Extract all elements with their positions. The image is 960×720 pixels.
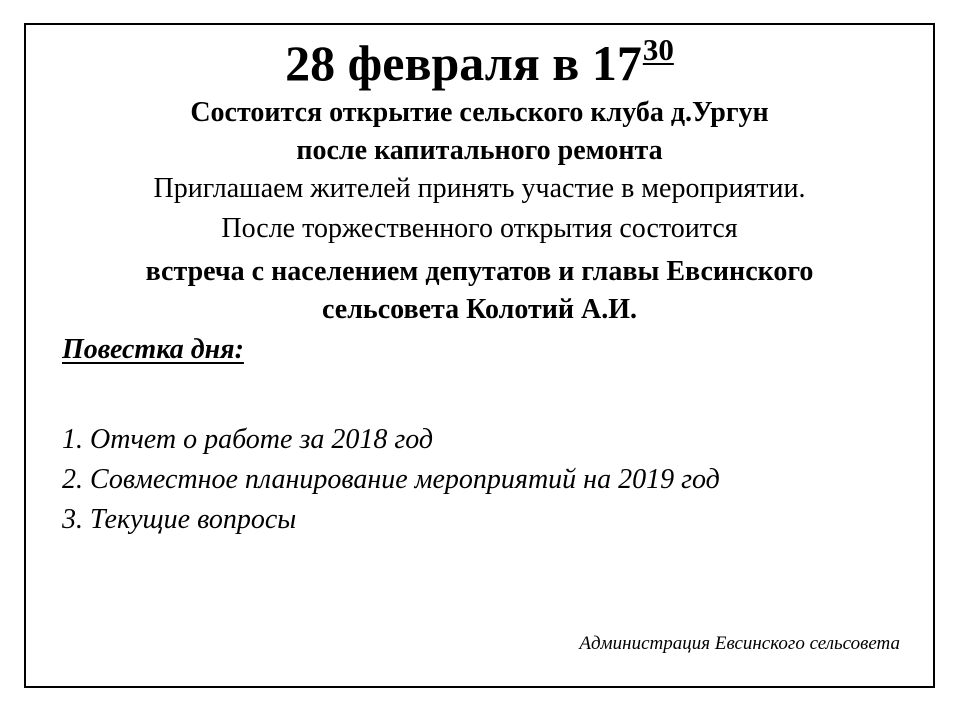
invitation-line: Приглашаем жителей принять участие в мероприятии. [153, 173, 806, 204]
agenda-list [62, 420, 720, 540]
signature: Администрация Евсинского сельсовета [579, 633, 900, 654]
time-minutes: 30 [642, 32, 674, 67]
notice-title [26, 34, 933, 92]
invitation-line: После торжественного открытия состоится [221, 213, 738, 244]
agenda-item: 3. Текущие вопросы [62, 504, 297, 535]
agenda-item: 2. Совместное планирование мероприятий на 2019 год [62, 464, 720, 495]
date-time: 28 февраля в 17 [285, 35, 642, 91]
agenda-title: Повестка дня: [62, 334, 244, 365]
meeting-line: сельсовета Колотий А.И. [322, 294, 637, 325]
agenda-item: 1. Отчет о работе за 2018 год [62, 424, 434, 455]
announcement-line: Состоится открытие сельского клуба д.Ургун [190, 97, 769, 128]
announcement-line: после капитального ремонта [296, 135, 663, 166]
meeting-line: встреча с населением депутатов и главы Евсинского [145, 256, 814, 287]
